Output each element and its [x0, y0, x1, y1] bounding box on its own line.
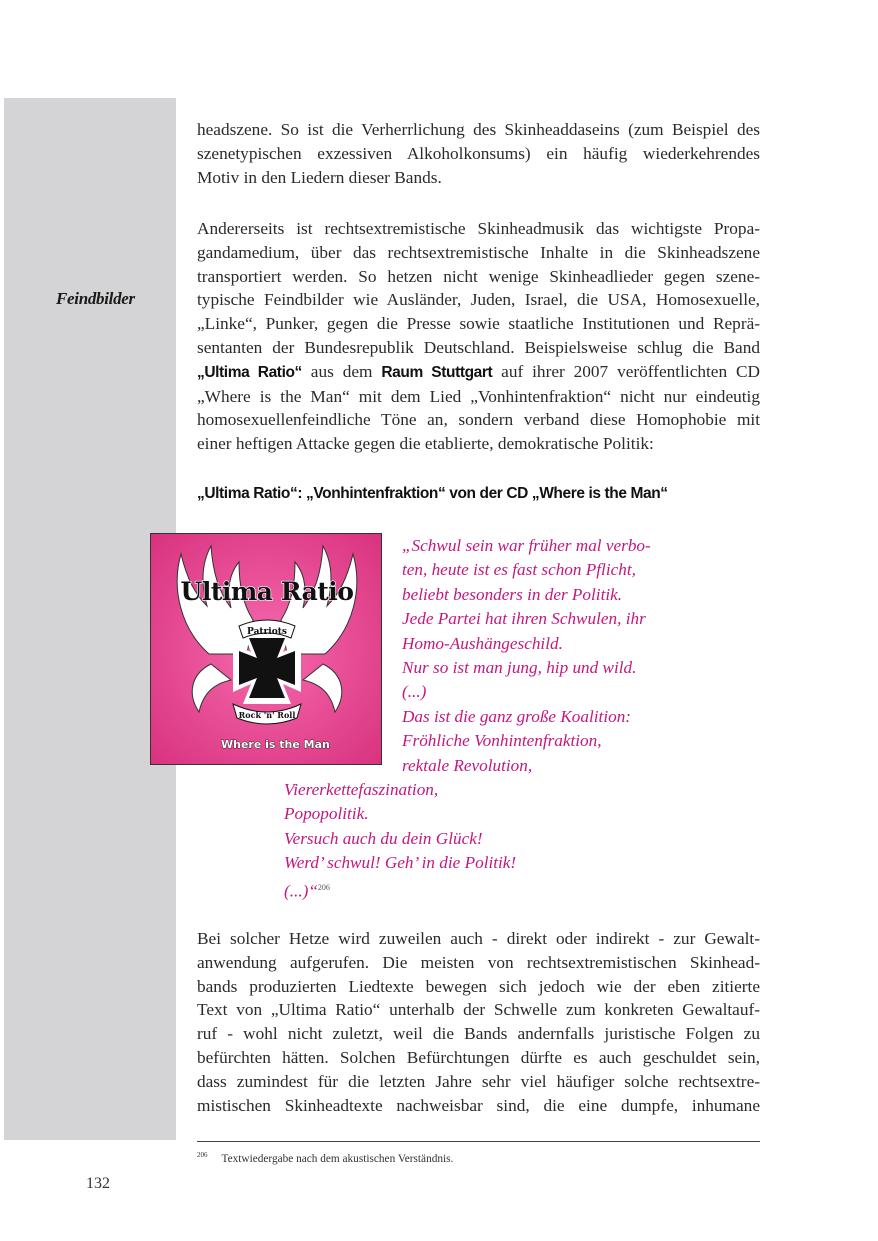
text-line: gandamedium, über das rechtsextremistische Inhalte in die Skinheadszene	[197, 242, 760, 262]
text-line: Bei solcher Hetze wird zuweilen auch - direkt oder indirekt - zur Gewalt-	[197, 929, 760, 948]
band-name-bold: „Ultima Ratio“	[197, 363, 302, 381]
text-line: Text von „Ultima Ratio“ unterhalb der Schwelle zum konkreten Gewaltauf-	[197, 1000, 760, 1020]
text-line: befürchten hätten. Solchen Befürchtungen dürfte es auch geschuldet sein,	[197, 1047, 760, 1067]
text-run: auf ihrer 2007 veröffentlichten CD	[492, 361, 761, 381]
text-line: anwendung aufgerufen. Die meisten von rechtsextremistischen Skinhead-	[197, 952, 760, 972]
banner-text: Rock 'n' Roll	[238, 710, 296, 720]
text-line: Motiv in den Liedern dieser Bands.	[197, 167, 442, 187]
lyrics-block-2	[284, 778, 516, 904]
text-line: dass zumindest für die letzten Jahre sehr viel häufiger solche rechtsextre-	[197, 1071, 760, 1091]
text-line: „Linke“, Punker, gegen die Presse sowie staatliche Institutionen und Reprä-	[197, 314, 760, 334]
text-line: typische Feindbilder wie Ausländer, Juden, Israel, die USA, Homosexuelle,	[197, 290, 760, 310]
text-line: szenetypischen exzessiven Alkoholkonsums) ein häufig wiederkehrendes	[197, 143, 760, 163]
lyric-line: Fröhliche Vonhintenfraktion,	[402, 731, 602, 751]
lyric-line-last	[284, 876, 516, 904]
lyric-line: beliebt besonders in der Politik.	[402, 584, 623, 604]
text-line: homosexuellenfeindliche Töne an, sondern verband diese Homophobie mit	[197, 410, 760, 430]
lyric-line: (...)	[402, 682, 427, 702]
text-line: bands produzierten Liedtexte bewegen sich jedoch wie der eben zitierte	[197, 976, 760, 996]
margin-note: Feindbilder	[56, 289, 135, 308]
lyric-line: Nur so ist man jung, hip und wild.	[402, 658, 637, 678]
lyric-line: Versuch auch du dein Glück!	[284, 828, 483, 848]
album-cover	[150, 533, 382, 765]
footnote-text: Textwiedergabe nach dem akustischen Verständnis.	[221, 1152, 454, 1165]
album-title: Where is the Man	[221, 738, 330, 751]
paragraph-1	[197, 118, 760, 189]
lyric-text: (...)“	[284, 881, 318, 901]
badge-icon	[239, 620, 295, 638]
lyric-line: Popopolitik.	[284, 804, 369, 824]
footnote	[197, 1151, 453, 1165]
paragraph-2	[197, 217, 760, 456]
text-line: „Where is the Man“ mit dem Lied „Vonhintenfraktion“ nicht nur eindeutig	[197, 386, 760, 406]
footnote-divider	[197, 1141, 760, 1142]
album-cover-art	[151, 534, 382, 765]
footnote-reference: 206	[317, 882, 330, 892]
lyric-line: rektale Revolution,	[402, 755, 533, 775]
text-line: mistischen Skinheadtexte nachweisbar sind, die eine dumpfe, inhumane	[197, 1095, 760, 1115]
lyric-line: Homo-Aushängeschild.	[402, 633, 563, 653]
lyric-line: ten, heute ist es fast schon Pflicht,	[402, 560, 636, 580]
footnote-number: 206	[197, 1151, 208, 1159]
text-line: transportiert werden. So hetzen nicht wenige Skinheadlieder gegen szene-	[197, 266, 760, 286]
text-run: aus dem	[301, 361, 382, 381]
text-line-mixed	[197, 360, 760, 385]
text-line: ruf - wohl nicht zuletzt, weil die Bands andernfalls juristische Folgen zu	[197, 1024, 760, 1044]
page-number: 132	[86, 1175, 110, 1192]
paragraph-3	[197, 927, 760, 1117]
text-line: Andererseits ist rechtsextremistische Skinheadmusik das wichtigste Propa-	[197, 219, 760, 238]
lyrics-block-1	[402, 534, 651, 778]
text-line: einer heftigen Attacke gegen die etablierte, demokratische Politik:	[197, 434, 654, 454]
text-line: headszene. So ist die Verherrlichung des Skinheaddaseins (zum Beispiel des	[197, 120, 760, 139]
band-title: Ultima Ratio	[180, 577, 354, 606]
lyric-line: „Schwul sein war früher mal verbo-	[402, 536, 651, 555]
text-line: sentanten der Bundesrepublik Deutschland. Beispielsweise schlug die Band	[197, 337, 760, 357]
place-name-bold: Raum Stuttgart	[381, 363, 493, 381]
lyric-line: Jede Partei hat ihren Schwulen, ihr	[402, 609, 646, 629]
section-heading: „Ultima Ratio“: „Vonhintenfraktion“ von der CD „Where is the Man“	[197, 485, 668, 502]
lyric-line: Viererkettefaszination,	[284, 780, 439, 799]
badge-text: Patriots	[247, 627, 287, 637]
lyric-line: Das ist die ganz große Koalition:	[402, 706, 632, 726]
lyric-line: Werd’ schwul! Geh’ in die Politik!	[284, 853, 517, 873]
